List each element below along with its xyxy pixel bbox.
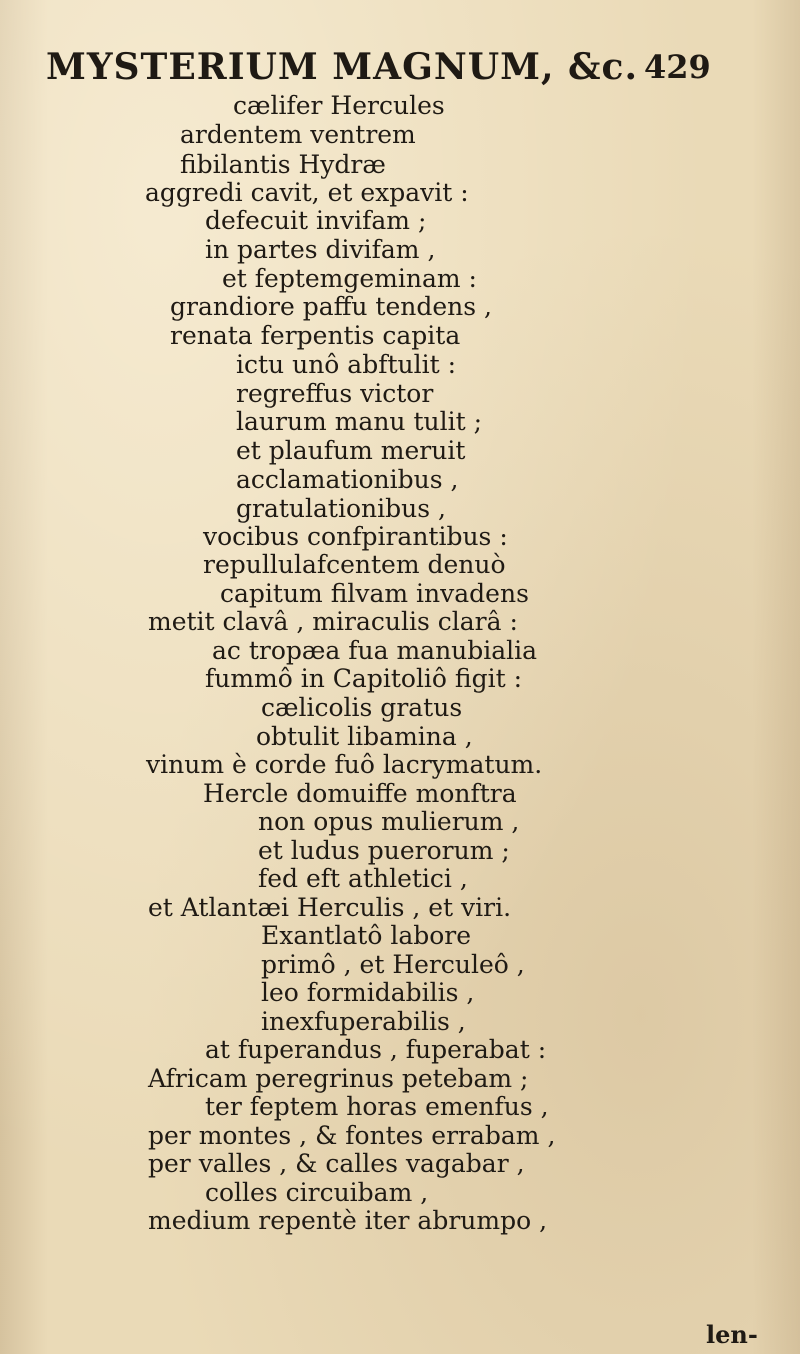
text-line: ac tropæa fua manubialia [212,636,538,665]
text-line: ardentem ventrem [180,120,416,149]
text-line: non opus mulierum , [258,807,520,836]
text-line: per montes , & fontes errabam , [148,1121,556,1150]
text-line: laurum manu tulit ; [236,407,483,436]
text-line: cælicolis gratus [261,693,463,722]
text-line: gratulationibus , [236,494,446,523]
text-line: medium repentè iter abrumpo , [148,1206,548,1235]
text-line: primô , et Herculeô , [261,950,525,979]
text-line: et feptemgeminam : [222,264,477,293]
text-line: vocibus confpirantibus : [203,522,508,551]
text-line: et Atlantæi Herculis , et viri. [148,893,512,922]
text-line: grandiore paffu tendens , [170,292,492,321]
text-line: aggredi cavit, et expavit : [145,178,469,207]
catchword: len- [706,1320,758,1349]
text-line: fed eft athletici , [258,864,468,893]
text-line: vinum è corde fuô lacrymatum. [146,750,543,779]
running-title: MYSTERIUM MAGNUM, &c. [46,46,639,88]
text-line: fibilantis Hydræ [180,150,386,179]
text-line: Exantlatô labore [261,921,472,950]
text-line: metit clavâ , miraculis clarâ : [148,607,518,636]
text-line: regreffus victor [236,379,434,408]
text-line: repullulafcentem denuò [203,550,506,579]
text-line: capitum filvam invadens [220,579,529,608]
text-line: inexfuperabilis , [261,1007,466,1036]
text-line: defecuit invifam ; [205,206,427,235]
text-line: leo formidabilis , [261,978,475,1007]
text-line: ictu unô abftulit : [236,350,457,379]
text-line: acclamationibus , [236,465,459,494]
text-line: per valles , & calles vagabar , [148,1149,525,1178]
text-line: Africam peregrinus petebam ; [148,1064,529,1093]
text-line: in partes divifam , [205,235,436,264]
text-line: renata ferpentis capita [170,321,461,350]
text-line: fummô in Capitoliô figit : [205,664,523,693]
text-line: et ludus puerorum ; [258,836,510,865]
text-line: colles circuibam , [205,1178,429,1207]
text-line: obtulit libamina , [256,722,473,751]
text-line: Hercle domuiffe monftra [203,779,517,808]
text-line: at fuperandus , fuperabat : [205,1035,547,1064]
page-number: 429 [644,48,711,86]
text-line: ter feptem horas emenfus , [205,1092,549,1121]
text-line: cælifer Hercules [233,91,445,120]
text-line: et plaufum meruit [236,436,466,465]
